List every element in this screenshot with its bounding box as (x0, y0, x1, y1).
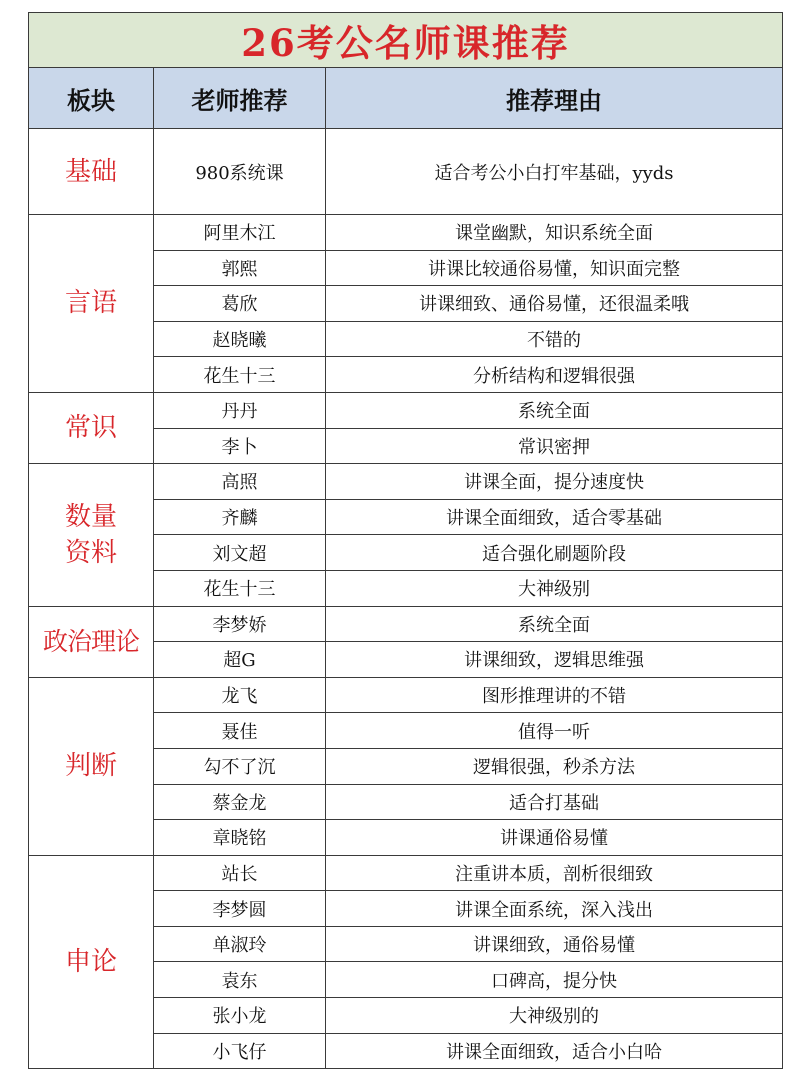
title-row (29, 13, 783, 68)
recommendation-reason: 不错的 (326, 321, 783, 357)
recommendation-reason: 讲课比较通俗易懂，知识面完整 (326, 250, 783, 286)
recommendation-reason: 适合考公小白打牢基础，yyds (326, 129, 783, 215)
teacher-name: 齐麟 (154, 499, 326, 535)
teacher-name: 袁东 (154, 962, 326, 998)
recommendation-reason: 讲课细致，通俗易懂 (326, 926, 783, 962)
teacher-name: 李梦娇 (154, 606, 326, 642)
section-label: 判断 (29, 677, 154, 855)
teacher-name: 阿里木江 (154, 215, 326, 251)
recommendation-reason: 讲课细致，逻辑思维强 (326, 642, 783, 678)
table-row (29, 464, 783, 500)
recommendation-reason: 逻辑很强，秒杀方法 (326, 748, 783, 784)
teacher-name: 张小龙 (154, 998, 326, 1034)
section-label: 政治理论 (29, 606, 154, 677)
teacher-name: 聂佳 (154, 713, 326, 749)
section-label: 基础 (29, 129, 154, 215)
teacher-name: 站长 (154, 855, 326, 891)
table-body (29, 129, 783, 1069)
recommendation-reason: 值得一听 (326, 713, 783, 749)
section-label: 言语 (29, 215, 154, 393)
teacher-name: 李梦圆 (154, 891, 326, 927)
table-row (29, 215, 783, 251)
teacher-name: 花生十三 (154, 357, 326, 393)
recommendation-reason: 常识密押 (326, 428, 783, 464)
teacher-name: 高照 (154, 464, 326, 500)
table-row (29, 677, 783, 713)
recommendation-reason: 系统全面 (326, 392, 783, 428)
recommendation-reason: 口碑高，提分快 (326, 962, 783, 998)
recommendation-reason: 大神级别 (326, 570, 783, 606)
recommendation-reason: 课堂幽默，知识系统全面 (326, 215, 783, 251)
section-label: 数量 资料 (29, 464, 154, 606)
recommendation-reason: 适合打基础 (326, 784, 783, 820)
column-header-section: 板块 (29, 68, 154, 129)
teacher-name: 葛欣 (154, 286, 326, 322)
teacher-name: 超G (154, 642, 326, 678)
recommendation-table (28, 12, 783, 1069)
teacher-name: 丹丹 (154, 392, 326, 428)
header-row (29, 68, 783, 129)
table-row (29, 855, 783, 891)
recommendation-reason: 讲课全面，提分速度快 (326, 464, 783, 500)
teacher-name: 龙飞 (154, 677, 326, 713)
teacher-name: 刘文超 (154, 535, 326, 571)
recommendation-reason: 讲课全面细致，适合小白哈 (326, 1033, 783, 1069)
recommendation-reason: 讲课通俗易懂 (326, 820, 783, 856)
column-header-reason: 推荐理由 (326, 68, 783, 129)
teacher-name: 蔡金龙 (154, 784, 326, 820)
recommendation-reason: 注重讲本质，剖析很细致 (326, 855, 783, 891)
teacher-name: 花生十三 (154, 570, 326, 606)
recommendation-reason: 适合强化刷题阶段 (326, 535, 783, 571)
teacher-name: 章晓铭 (154, 820, 326, 856)
teacher-name: 郭熙 (154, 250, 326, 286)
teacher-name: 勾不了沉 (154, 748, 326, 784)
column-header-teacher: 老师推荐 (154, 68, 326, 129)
table-row (29, 392, 783, 428)
teacher-name: 赵晓曦 (154, 321, 326, 357)
table-row (29, 606, 783, 642)
teacher-name: 单淑玲 (154, 926, 326, 962)
recommendation-reason: 讲课细致、通俗易懂，还很温柔哦 (326, 286, 783, 322)
teacher-name: 980系统课 (154, 129, 326, 215)
recommendation-reason: 讲课全面系统，深入浅出 (326, 891, 783, 927)
teacher-name: 李卜 (154, 428, 326, 464)
table-row (29, 129, 783, 215)
recommendation-reason: 讲课全面细致，适合零基础 (326, 499, 783, 535)
recommendation-reason: 大神级别的 (326, 998, 783, 1034)
teacher-name: 小飞仔 (154, 1033, 326, 1069)
recommendation-reason: 分析结构和逻辑很强 (326, 357, 783, 393)
recommendation-reason: 图形推理讲的不错 (326, 677, 783, 713)
page-title: 26考公名师课推荐 (29, 13, 783, 68)
section-label: 常识 (29, 392, 154, 463)
recommendation-reason: 系统全面 (326, 606, 783, 642)
section-label: 申论 (29, 855, 154, 1069)
